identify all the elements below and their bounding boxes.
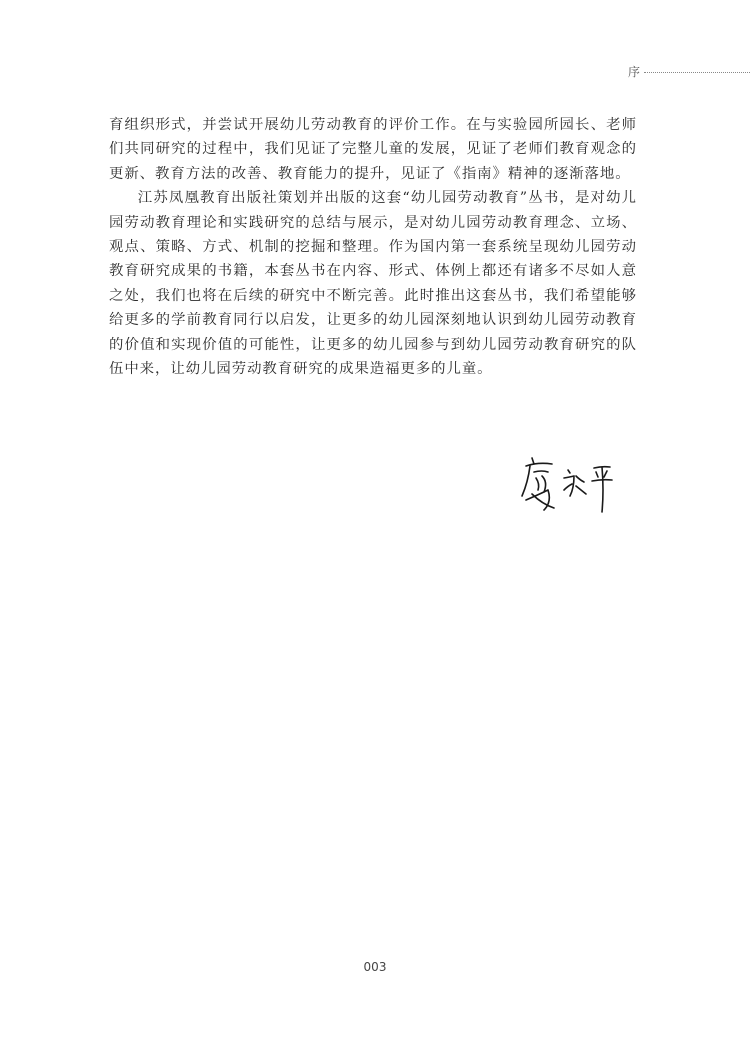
running-header bbox=[628, 64, 750, 82]
dotted-leader bbox=[644, 72, 750, 73]
paragraph-series-intro: 江苏凤凰教育出版社策划并出版的这套“幼儿园劳动教育”丛书，是对幼儿园劳动教育理论和实践研究的总结与展示，是对幼儿园劳动教育理念、立场、观点、策略、方式、机制的挖掘和整理。作为国内第一套系统呈现幼儿园劳动教育研究成果的书籍，本套丛书在内容、形式、体例上都还有诸多不尽如人意之处，我们也将在后续的研究中不断完善。此时推出这套丛书，我们希望能够给更多的学前教育同行以启发，让更多的幼儿园深刻地认识到幼儿园劳动教育的价值和实现价值的可能性，让更多的幼儿园参与到幼儿园劳动教育研究的队伍中来，让幼儿园劳动教育研究的成果造福更多的儿童。 bbox=[109, 190, 637, 378]
author-signature bbox=[518, 450, 618, 520]
body-text bbox=[109, 113, 637, 381]
section-label: 序 bbox=[628, 65, 641, 79]
page-number: 003 bbox=[363, 960, 387, 974]
paragraph-continued: 育组织形式，并尝试开展幼儿劳动教育的评价工作。在与实验园所园长、老师们共同研究的过程中，我们见证了完整儿童的发展，见证了老师们教育观念的更新、教育方法的改善、教育能力的提升，见证了《指南》精神的逐渐落地。 bbox=[109, 117, 637, 182]
